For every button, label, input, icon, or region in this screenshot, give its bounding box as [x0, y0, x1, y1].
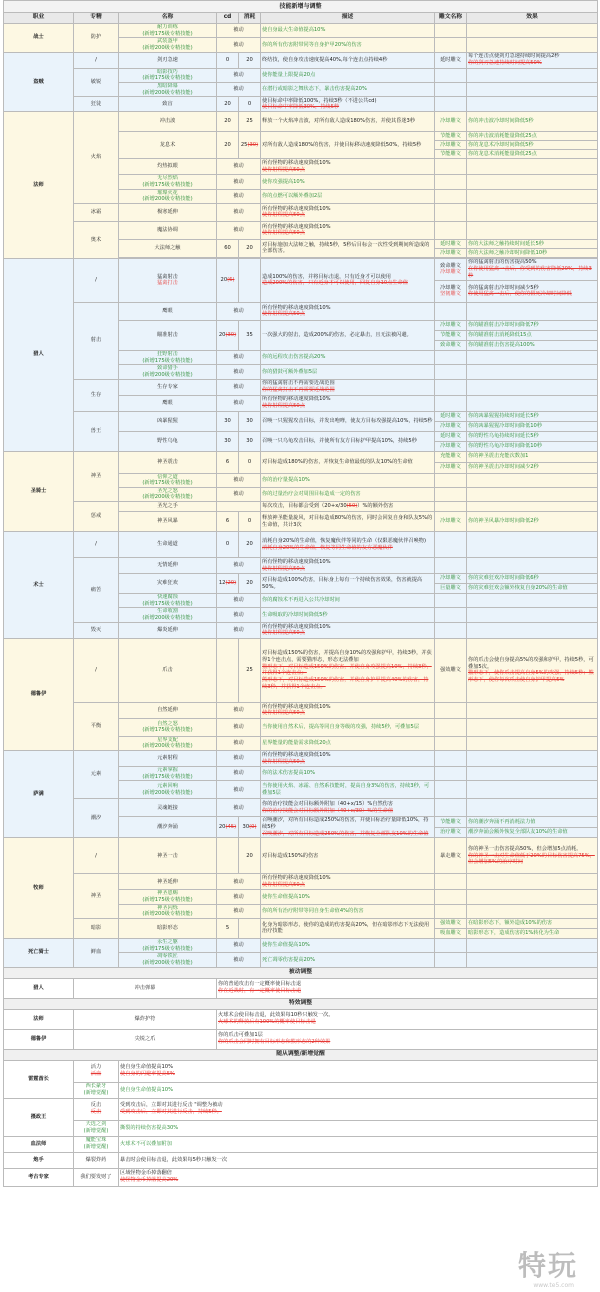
header-name: 名称 [119, 13, 217, 24]
skill-type: 被动 [217, 736, 261, 750]
skill-desc: 死亡凋零伤害提高20% [261, 953, 435, 967]
skill-name: 猛禽射击 猛禽打击 [119, 258, 217, 302]
skill-name: 暗影技巧 (新增175级专精技能) [119, 68, 217, 82]
glyph-effect: 你的猛禽射击的伤害提高50% 在你使用猛禽一击后，你受到的伤害降低20%，持续3秒 [467, 258, 598, 280]
class-druid: 德鲁伊 [4, 638, 74, 750]
glyph-name: 吸血雕文 [435, 928, 467, 938]
glyph-effect: 潮汐奔涌会额外恢复全部队友10%的生命值 [467, 827, 598, 837]
skill-type: 被动 [217, 175, 261, 189]
skill-name: 生命收割 (新增200级专精技能) [119, 608, 217, 622]
class-mage: 法师 [4, 1009, 74, 1029]
header-spec: 专精 [74, 13, 119, 24]
skill-cost: 25 [239, 112, 261, 132]
glyph-effect: 在暗影形态下，额外造成10%的伤害 [467, 918, 598, 928]
skill-type: 被动 [217, 221, 261, 239]
table-title: 技能新增与调整 [4, 1, 598, 13]
skill-cost: 20 [239, 239, 261, 257]
skill-type: 被动 [217, 38, 261, 52]
skill-desc: 你的所有伤害附带同等自身护甲20%的伤害 [261, 38, 435, 52]
skill-desc: 你的治疗技能会对目标额外附加（40+x/15）%自然伤害 你的治疗技能会对目标额外附加（40+x/30）%的生命值 [261, 799, 435, 817]
skill-name: 致命猎手 (新增200级专精技能) [119, 365, 217, 379]
item-desc: 你的普通攻击有一定概率使目标击退 你在近战时，有一定概率使目标击退 [217, 978, 598, 998]
skill-name: 元素掌握 (新增175级专精技能) [119, 767, 217, 781]
watermark-logo: 特玩 [517, 1249, 578, 1282]
skill-desc: 你的治疗量提高10% [261, 473, 435, 487]
glyph-effect: 你的神圣震击充能次数加1 [467, 451, 598, 462]
skill-cd: 0 [217, 52, 239, 68]
skill-cd: 20(45) [217, 817, 239, 838]
glyph-effect: 你的猛禽射击冷却时间减少5秒 你使用猛禽一击后，使你的假死冷却时间降低 [467, 280, 598, 302]
skill-desc: 使你攻强提高10% [261, 175, 435, 189]
skill-type: 被动 [217, 365, 261, 379]
skill-desc: 对所有敌人造成180%的伤害，并使目标移动速度降低50%，持续5秒 [261, 132, 435, 159]
glyph-name: 冷却雕文 [435, 141, 467, 150]
glyph-name: 冷却雕文 [435, 320, 467, 330]
spec-shadow: 暗影 [74, 918, 119, 938]
skill-name: 爆炎延伸 [119, 622, 217, 638]
skill-cd: 6 [217, 451, 239, 473]
skill-type: 被动 [217, 904, 261, 918]
glyph-effect: 你的神圣一击伤害提高50%，但会增加5点消耗。 你的神圣一击对生命值低于20%的目标伤害提高75%，但会增加5%的治疗时间 [467, 838, 598, 874]
glyph-name: 延时雕文 [435, 52, 467, 68]
skill-desc: 星界能量的能量需求降低20点 [261, 736, 435, 750]
skill-type: 被动 [217, 594, 261, 608]
skill-type: 被动 [217, 487, 261, 501]
skill-cd: 20 [217, 132, 239, 159]
spec-subtlety: 敏锐 [74, 68, 119, 97]
glyph-effect: 你的大法师之触持续时间延长5秒 [467, 239, 598, 248]
skill-name: 神圣闪烁 (新增200级专精技能) [119, 904, 217, 918]
skill-type: 被动 [217, 938, 261, 952]
class-hunter: 猎人 [4, 978, 74, 998]
skill-desc: 生命吸取的冷却时间降低5秒 [261, 608, 435, 622]
follower-skill: 魔能宝珠 (新增觉醒) [74, 1136, 119, 1152]
skill-name: 圣光之怒 (新增200级专精技能) [119, 487, 217, 501]
glyph-effect: 你的神圣风暴冷却时间降低2秒 [467, 512, 598, 532]
skill-name: 狂野射击 (新增175级专精技能) [119, 350, 217, 364]
skill-name: 龙息术 [119, 132, 217, 159]
skill-cost: 0 [239, 451, 261, 473]
header-row [4, 13, 598, 24]
skill-name: 致盲 [119, 97, 217, 112]
skill-desc: 释放神圣能量旋风，对目标造成80%的伤害，同时会回复自身和队友5%的生命值，共计3次 [261, 512, 435, 532]
glyph-effect: 每个连击点使剑刃急速持续时间提高2秒 你的剑刃急速持续时间提高50% [467, 52, 598, 68]
skill-desc: 你的猎鼓可额外叠加5层 [261, 365, 435, 379]
skill-name: 极寒延伸 [119, 203, 217, 221]
header-glyph: 雕文名称 [435, 13, 467, 24]
section-follower-title: 随从调整/新增觉醒 [4, 1049, 598, 1060]
skill-desc: 所有怪物的移动速度降低10% 使你射程提高50点 [261, 203, 435, 221]
skill-cd: 0 [217, 532, 239, 558]
item-name: 冲击弹幕 [74, 978, 217, 998]
skill-desc: 所有怪物的移动速度降低10% 使你射程提高50点 [261, 159, 435, 175]
glyph-name: 节能雕文 [435, 132, 467, 141]
class-paladin: 圣骑士 [4, 451, 74, 532]
skill-name: 黑暗降幕 (新增200级专精技能) [119, 82, 217, 96]
spec-survival: 生存 [74, 379, 119, 411]
skill-type: 被动 [217, 953, 261, 967]
skill-table [3, 0, 598, 1187]
follower-desc: 撕裂的持续伤害提高30% [119, 1120, 598, 1136]
spec-general: / [74, 52, 119, 68]
skill-name: 圣光之手 [119, 502, 217, 512]
skill-name: 自然延伸 [119, 702, 217, 718]
item-name: 爆炸护符 [74, 1009, 217, 1029]
skill-name: 暗影形态 [119, 918, 217, 938]
glyph-name: 强效雕文 [435, 918, 467, 928]
glyph-name: 节能雕文 [435, 330, 467, 340]
skill-desc: 化身为暗影形态，使你的造成的伤害提高20%，但在暗影形态下无法使用治疗技能 [261, 918, 435, 938]
skill-cd: 60 [217, 239, 239, 257]
skill-desc: 所有怪物的移动速度降低10% 使你射程提高50点 [261, 702, 435, 718]
header-cd: cd [217, 13, 239, 24]
glyph-name: 治疗雕文 [435, 827, 467, 837]
follower-skill: 我们要发财了 [74, 1168, 119, 1186]
skill-type: 被动 [217, 302, 261, 320]
glyph-name: 延时雕文 [435, 411, 467, 421]
class-mage: 法师 [4, 112, 74, 259]
spec-frost: 冰霜 [74, 203, 119, 221]
skill-cost: 30 [239, 431, 261, 451]
skill-name: 凋零铁匠 (新增200级专精技能) [119, 953, 217, 967]
skill-cost: 0 [239, 512, 261, 532]
skill-desc: 消耗自身20%的生命值，恢复魔伙伴等同的生命（仅限恶魔伙伴召唤物) 消耗自身20%的生命值，恢复等同生命值的友方恶魔伙伴 [261, 532, 435, 558]
skill-name: 魔法协调 [119, 221, 217, 239]
skill-desc: 所有怪物的移动速度降低10% 使你射程提高50点 [261, 751, 435, 767]
spec-general: / [74, 838, 119, 874]
glyph-effect: 你的瞄准射击消耗降低15点 [467, 330, 598, 340]
section-special-title: 特效调整 [4, 998, 598, 1009]
skill-type: 被动 [217, 767, 261, 781]
spec-outlaw: 狂徒 [74, 97, 119, 112]
glyph-name: 延时雕文 [435, 239, 467, 248]
skill-type: 被动 [217, 379, 261, 395]
glyph-name: 冷却雕文 [435, 574, 467, 584]
skill-desc: 对目标造成150%的伤害 [261, 838, 435, 874]
glyph-name: 充能雕文 [435, 451, 467, 462]
skill-type: 被动 [217, 890, 261, 904]
glyph-effect: 你的凶暴猩猩冷却时间降低10秒 [467, 421, 598, 431]
skill-desc: 对目标造成180%的伤害，并恢复生命值最低的队友10%的生命值 [261, 451, 435, 473]
glyph-name: 延时雕文 [435, 431, 467, 441]
skill-desc: 你的猛禽射击不再需要近战范围 你的猛禽打击不再需要近战范围 [261, 379, 435, 395]
follower-desc: 受到攻击后，立即对其进行反击 "调整为被动 受到攻击后，立即对其进行反击，持续5秒。 [119, 1098, 598, 1120]
skill-cost: 20 [239, 574, 261, 594]
follower-skill: 西长豪牙 (新增觉醒) [74, 1082, 119, 1098]
spec-marksmanship: 射击 [74, 302, 119, 379]
skill-name: 神圣一击 [119, 838, 217, 874]
skill-cd: 20(6) [217, 258, 239, 302]
skill-desc: 所有怪物的移动速度降低10% 使你射程提高50点 [261, 874, 435, 890]
item-desc: 火球术会使目标击退，此效果每10秒只触发一次。 火球术的释放后有100%的概率使目标击退 [217, 1009, 598, 1029]
skill-type: 被动 [217, 558, 261, 574]
skill-name: 剑刃急速 [119, 52, 217, 68]
class-priest: 牧师 [4, 838, 74, 939]
skill-desc: 造成100%的伤害，并将目标击退，只有近身才可以使用 造成200%的伤害，只有近身才可以使用，回复自身10点生命值 [261, 258, 435, 302]
follower-desc: 暴击时会使目标击退，此效果每5秒只触发一次 [119, 1152, 598, 1168]
skill-name: 无尽烈焰 (新增175级专精技能) [119, 175, 217, 189]
follower-desc: 使自身生命值提高10% [119, 1082, 598, 1098]
glyph-effect: 你的凶暴猩猩持续时间延长5秒 [467, 411, 598, 421]
skill-name: 灾难狂欢 [119, 574, 217, 594]
class-hunter: 猎人 [4, 258, 74, 451]
skill-type: 被动 [217, 799, 261, 817]
skill-cost: 20 [239, 52, 261, 68]
glyph-name: 冷却雕文 [435, 248, 467, 257]
follower-desc: 区域怪物金币掉落翻倍 使怪物金币掉落提高20% [119, 1168, 598, 1186]
skill-cd: 5 [217, 918, 239, 938]
item-name: 尖锐之爪 [74, 1029, 217, 1049]
skill-cost: 20 [239, 532, 261, 558]
skill-name: 耐力训练 (新增175级专精技能) [119, 24, 217, 38]
skill-desc: 使目标命中率降低100%，持续3秒（不进公共cd) 使目标命中率降低30%，持续5秒 [261, 97, 435, 112]
skill-cost: 30(0) [239, 817, 261, 838]
skill-desc: 对目标造成150%的伤害，并提高自身10%的攻强和护甲，持续3秒，并获得1个连击点，需要猫形态，形态无法叠加 猫形态下，对目标造成150%的伤害，并使自身攻强提高10%，持续3秒，并获得1个连击点； 熊形态下，对目标造成150%的伤害，并使自身护甲提高40%的伤害，持续3秒，并获得1个连击点。 [261, 638, 435, 702]
follower-skill: 爆裂炸药 [74, 1152, 119, 1168]
skill-name: 永生之躯 (新增175级专精技能) [119, 938, 217, 952]
skill-type: 被动 [217, 159, 261, 175]
skill-type: 被动 [217, 350, 261, 364]
glyph-name: 巨量雕文 [435, 584, 467, 594]
glyph-effect: 你的龙息术冷却时间降低5秒 [467, 141, 598, 150]
class-druid: 德鲁伊 [4, 1029, 74, 1049]
glyph-name: 冷却雕文 坚韧雕文 [435, 280, 467, 302]
skill-name: 大法师之触 [119, 239, 217, 257]
skill-name: 快速腐蚀 (新增175级专精技能) [119, 594, 217, 608]
skill-type: 被动 [217, 781, 261, 799]
spec-retribution: 惩戒 [74, 502, 119, 532]
glyph-effect: 暗影形态下，造成伤害的1%转化为生命 [467, 928, 598, 938]
watermark-url: www.te5.com [533, 1282, 574, 1289]
skill-desc: 释放一个火焰冲击波，对所有敌人造成180%伤害，并使其昏迷3秒 [261, 112, 435, 132]
skill-type: 被动 [217, 874, 261, 890]
follower-desc: 使自身生命值提高10% 使自身的闪避率提高5% [119, 1060, 598, 1082]
skill-cost: 25(30) [239, 132, 261, 159]
glyph-effect: 你的野性乌龟冷却时间降低10秒 [467, 441, 598, 451]
skill-desc: 你的法术伤害提高10% [261, 767, 435, 781]
class-shaman: 萨满 [4, 751, 74, 838]
skill-desc: 召唤潮汐，对所有目标造成250%的伤害，并使目标治疗量降低10%，持续5秒 召唤潮汐，对所有目标造成250%的伤害，并恢复全部队友10%的生命值 [261, 817, 435, 838]
follower-desc: 火球术不可以叠加附加 [119, 1136, 598, 1152]
skill-name: 潮汐奔涌 [119, 817, 217, 838]
skill-name: 生存专家 [119, 379, 217, 395]
skill-cost: 20 [239, 838, 261, 874]
spec-balance: 平衡 [74, 702, 119, 750]
skill-desc: 你的点燃可以额外叠加2层 [261, 189, 435, 203]
skill-desc: 使你生命值提高10% [261, 890, 435, 904]
skill-desc: 在潜行或暗影之舞状态下，暴击伤害提高20% [261, 82, 435, 96]
item-desc: 你的爪击可叠加1层 你的爪击会同时拥有目标形态和熊形态的2种效果 [217, 1029, 598, 1049]
skill-desc: 一次强大的射击，造成200%的伤害，必定暴击，且无法被闪避。 [261, 320, 435, 350]
spec-general: / [74, 532, 119, 558]
skill-desc: 当你使用火焰、冰霜、自然系技能时，提高自身3%的伤害，持续3秒，可叠加5层 [261, 781, 435, 799]
skill-desc: 所有怪物的移动速度降低10% 使你射程提高50点 [261, 395, 435, 411]
skill-desc: 使自身最大生命值提高10% [261, 24, 435, 38]
class-warrior: 战士 [4, 24, 74, 53]
skill-name: 元素射程 [119, 751, 217, 767]
spec-affliction: 痛苦 [74, 558, 119, 623]
skill-cost: 0 [239, 97, 261, 112]
glyph-effect: 你的潮汐奔涌不再消耗法力值 [467, 817, 598, 827]
glyph-effect: 你的瞄准射击冷却时间降低7秒 [467, 320, 598, 330]
skill-desc: 使你能量上限提高20点 [261, 68, 435, 82]
spec-restoration: 潮汐 [74, 799, 119, 838]
skill-desc: 你的过量治疗会对周围目标造成一定的伤害 [261, 487, 435, 501]
spec-holy: 神圣 [74, 451, 119, 502]
skill-type: 被动 [217, 473, 261, 487]
class-rogue: 盗贼 [4, 52, 74, 112]
glyph-name: 冷却雕文 [435, 512, 467, 532]
follower-skill: 天选之剑 (新增觉醒) [74, 1120, 119, 1136]
section-passive-title: 被动调整 [4, 967, 598, 978]
spec-blood: 鲜血 [74, 938, 119, 967]
skill-desc: 你的所有治疗附带等同自身生命值4%的伤害 [261, 904, 435, 918]
skill-name: 神圣恩赐 (新增175级专精技能) [119, 890, 217, 904]
glyph-name: 暴走雕文 [435, 838, 467, 874]
skill-name: 璀璨火花 (新增200级专精技能) [119, 189, 217, 203]
spec-general: / [74, 258, 119, 302]
skill-name: 无情延伸 [119, 558, 217, 574]
skill-name: 神圣震击 [119, 451, 217, 473]
skill-name: 灼热拟眼 [119, 159, 217, 175]
glyph-effect: 你的龙息术消耗能量降低25点 [467, 150, 598, 159]
glyph-name: 致命雕文 冷却雕文 [435, 258, 467, 280]
skill-name: 鹰眼 [119, 302, 217, 320]
glyph-name: 冷却雕文 [435, 421, 467, 431]
glyph-effect: 你的灾难狂欢会额外恢复自身20%的生命值 [467, 584, 598, 594]
follower-name: 炮手 [4, 1152, 74, 1168]
skill-name: 信仰之道 (新增175级专精技能) [119, 473, 217, 487]
skill-cost: 25 [239, 638, 261, 702]
follower-skill: 反击 反击 [74, 1098, 119, 1120]
skill-desc: 召唤一只乌龟攻击目标，并使所有友方目标护甲提高10%，持续5秒 [261, 431, 435, 451]
follower-name: 考古专家 [4, 1168, 74, 1186]
glyph-effect: 你的野性乌龟持续时间延长5秒 [467, 431, 598, 441]
follower-name: 摄政王 [4, 1098, 74, 1136]
skill-type: 被动 [217, 68, 261, 82]
skill-cd: 6 [217, 512, 239, 532]
glyph-name: 冷却雕文 [435, 462, 467, 473]
skill-cd: 20(30) [217, 320, 239, 350]
skill-name: 自然之怒 (新增175级专精技能) [119, 718, 217, 736]
follower-skill: 活力 活血 [74, 1060, 119, 1082]
header-cost: 消耗 [239, 13, 261, 24]
skill-name: 野性乌龟 [119, 431, 217, 451]
follower-name: 血法师 [4, 1136, 74, 1152]
skill-name: 神圣延伸 [119, 874, 217, 890]
skill-cd: 30 [217, 431, 239, 451]
glyph-name: 冷却雕文 [435, 441, 467, 451]
skill-type: 被动 [217, 702, 261, 718]
header-effect: 效果 [467, 13, 598, 24]
skill-cd: 20 [217, 97, 239, 112]
skill-type: 被动 [217, 622, 261, 638]
header-class: 职业 [4, 13, 74, 24]
skill-cd: 12(20) [217, 574, 239, 594]
skill-desc: 所有怪物的移动速度降低10% 使你射程提高50点 [261, 558, 435, 574]
skill-name: 冲击波 [119, 112, 217, 132]
skill-desc: 终结技，使自身攻击速度提高40%,每个连击点持续4秒 [261, 52, 435, 68]
skill-cd: 20 [217, 112, 239, 132]
class-death-knight: 死亡骑士 [4, 938, 74, 967]
glyph-name: 致命雕文 [435, 340, 467, 350]
skill-type: 被动 [217, 203, 261, 221]
skill-name: 灵魂链接 [119, 799, 217, 817]
spec-destruction: 毁灭 [74, 622, 119, 638]
skill-name: 元素回响 (新增200级专精技能) [119, 781, 217, 799]
skill-type: 被动 [217, 395, 261, 411]
skill-type: 被动 [217, 751, 261, 767]
skill-type: 被动 [217, 24, 261, 38]
skill-cd: 30 [217, 411, 239, 431]
skill-desc: 当你使用自然术后，提高等同自身等级的攻强，持续5秒，可叠加5层 [261, 718, 435, 736]
spec-general: / [74, 638, 119, 702]
skill-name: 瞄准射击 [119, 320, 217, 350]
glyph-name: 冷却雕文 [435, 112, 467, 132]
skill-desc: 所有怪物的移动速度降低10% 使你射程提高50点 [261, 622, 435, 638]
glyph-name: 节能雕文 [435, 817, 467, 827]
glyph-effect: 你的冲击波消耗能量降低25点 [467, 132, 598, 141]
glyph-effect: 你的大法师之触冷却时间降低10秒 [467, 248, 598, 257]
glyph-name: 节能雕文 [435, 150, 467, 159]
skill-desc: 召唤一只猩猩攻击目标，并发出咆哮，使友方目标攻强提高10%，持续5秒 [261, 411, 435, 431]
skill-desc: 使你生命值提高10% [261, 938, 435, 952]
glyph-effect: 你的冲击波冷却时间降低5秒 [467, 112, 598, 132]
spec-beast-mastery: 兽王 [74, 411, 119, 451]
skill-cost: 35 [239, 320, 261, 350]
skill-desc: 每次攻击，目标都会受到（20+x/30(50)）%的额外伤害 [261, 502, 435, 512]
skill-desc: 对目标造成100%伤害，目标身上每有一个持续伤害效果，伤害就提高50%。 [261, 574, 435, 594]
spec-holy: 神圣 [74, 874, 119, 919]
skill-cost: 30 [239, 411, 261, 431]
spec-fire: 火焰 [74, 112, 119, 204]
header-desc: 描述 [261, 13, 435, 24]
skill-desc: 所有怪物的移动速度降低10% 使你射程提高50点 [261, 302, 435, 320]
spec-arcane: 奥术 [74, 221, 119, 258]
skill-name: 鹰眼 [119, 395, 217, 411]
skill-name: 武装盔甲 (新增200级专精技能) [119, 38, 217, 52]
skill-name: 星界支配 (新增200级专精技能) [119, 736, 217, 750]
skill-name: 凶暴猩猩 [119, 411, 217, 431]
spec-protection: 防护 [74, 24, 119, 53]
skill-type: 被动 [217, 608, 261, 622]
skill-type: 被动 [217, 718, 261, 736]
glyph-effect: 你的灾难狂欢冷却时间降低6秒 [467, 574, 598, 584]
skill-name: 生命通道 [119, 532, 217, 558]
glyph-effect: 你的神圣震击冷却时间减少2秒 [467, 462, 598, 473]
skill-desc: 你的远程攻击伤害提高20% [261, 350, 435, 364]
skill-desc: 所有怪物的移动速度降低10% 使你射程提高50点 [261, 221, 435, 239]
glyph-effect: 你的爪击会使自身提高5%的攻强和护甲，持续5秒，可叠加5次。 猫形态下，使你爪击提高自身5%的攻强，持续5秒；熊形态下，使你每次爪击使自身护甲提高5% [467, 638, 598, 702]
class-warlock: 术士 [4, 532, 74, 639]
skill-type: 被动 [217, 82, 261, 96]
follower-name: 雷霆酋长 [4, 1060, 74, 1098]
glyph-name: 强效雕文 [435, 638, 467, 702]
skill-desc: 你的腐蚀术不再进入公共冷却时间 [261, 594, 435, 608]
skill-desc: 对目标施加大法师之触，持续5秒，5秒后目标会一次性受到期间所造成的全部伤害。 [261, 239, 435, 257]
skill-name: 爪击 [119, 638, 217, 702]
glyph-effect: 你的瞄准射击伤害提高100% [467, 340, 598, 350]
skill-name: 神圣风暴 [119, 512, 217, 532]
skill-type: 被动 [217, 189, 261, 203]
spec-elemental: 元素 [74, 751, 119, 799]
